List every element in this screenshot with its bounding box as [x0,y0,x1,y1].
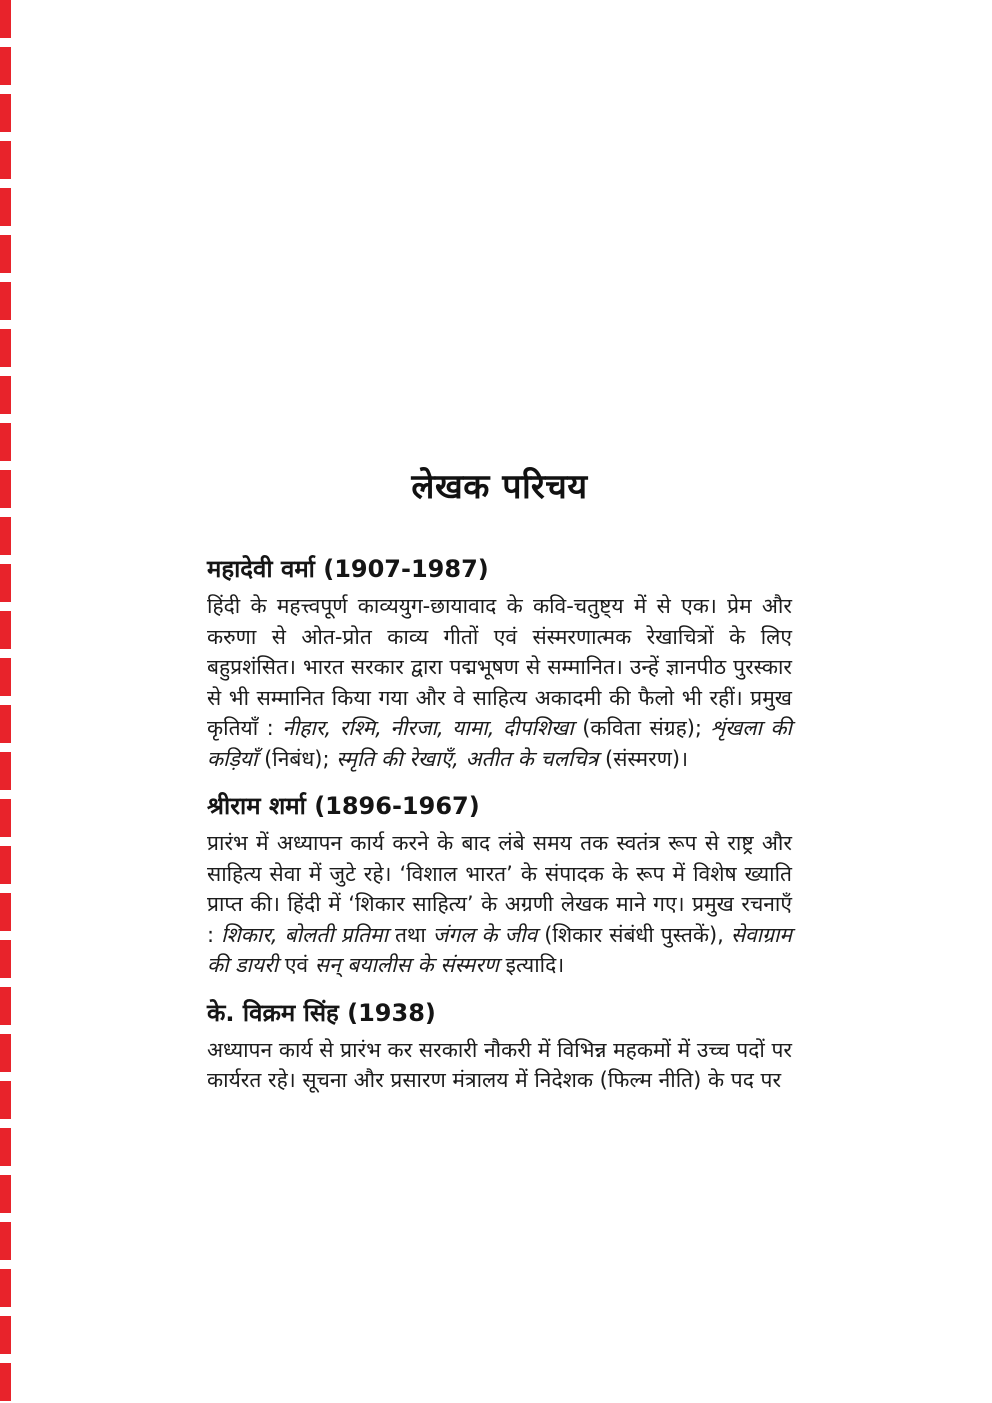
author-section [207,554,792,774]
work-title-text: सेवाग्राम की डायरी [207,922,792,977]
body-text: एवं [284,953,315,977]
body-text: (शिकार संबंधी पुस्तकें), [544,922,731,947]
work-title-text: नीहार, रश्मि, नीरजा, यामा, दीपशिखा [282,716,583,740]
author-paragraph [207,591,792,774]
body-text: तथा [394,922,433,947]
author-section [207,998,792,1096]
work-title-text: शृंखला की कड़ियाँ [207,716,792,771]
author-paragraph [207,828,792,981]
author-heading: महादेवी वर्मा (1907-1987) [207,555,489,583]
work-title-text: स्मृति की रेखाएँ, अतीत के चलचित्र [336,746,605,771]
content-column [207,462,792,1096]
author-heading: के. विक्रम सिंह (1938) [207,998,436,1027]
page-title: लेखक परिचय [411,467,588,507]
author-section [207,791,792,981]
body-text: अध्यापन कार्य से प्रारंभ कर सरकारी नौकरी में विभिन्न महकमों में उच्च पदों पर कार्यरत रहे। सूचना और प्रसारण मंत्रालय में निदेशक (फिल्म नीति) के पद पर [207,1037,792,1092]
body-text: (कविता संग्रह); [582,716,711,740]
author-heading: श्रीराम शर्मा (1896-1967) [207,792,480,820]
sections-container [207,554,792,1096]
body-text: (निबंध); [264,746,337,771]
author-paragraph [207,1035,792,1096]
work-title-text: शिकार, बोलती प्रतिमा [221,922,395,947]
work-title-text: जंगल के जीव [432,922,545,947]
body-text: हिंदी के महत्त्वपूर्ण काव्ययुग-छायावाद के कवि-चतुष्ट्य में से एक। प्रेम और करुणा से ओत-प्रोत काव्य गीतों एवं संस्मरणात्मक रेखाचित्रों के लिए बहुप्रशंसित। भारत सरकार द्वारा पद्मभूषण से सम्मानित। उन्हें ज्ञानपीठ पुरस्कार से भी सम्मानित किया गया और वे साहित्य अकादमी की फैलो भी रहीं। प्रमुख कृतियाँ : [207,594,792,740]
work-title-text: सन् बयालीस के संस्मरण [314,953,506,977]
left-bleed-marks [0,0,11,1403]
body-text: प्रारंभ में अध्यापन कार्य करने के बाद लंबे समय तक स्वतंत्र रूप से राष्ट्र और साहित्य सेवा में जुटे रहे। ‘विशाल भारत’ के संपादक के रूप में विशेष ख्याति प्राप्त की। हिंदी में ‘शिकार साहित्य’ के अग्रणी लेखक माने गए। प्रमुख रचनाएँ : [207,831,792,947]
body-text: इत्यादि। [505,953,565,977]
body-text: (संस्मरण)। [605,746,689,771]
